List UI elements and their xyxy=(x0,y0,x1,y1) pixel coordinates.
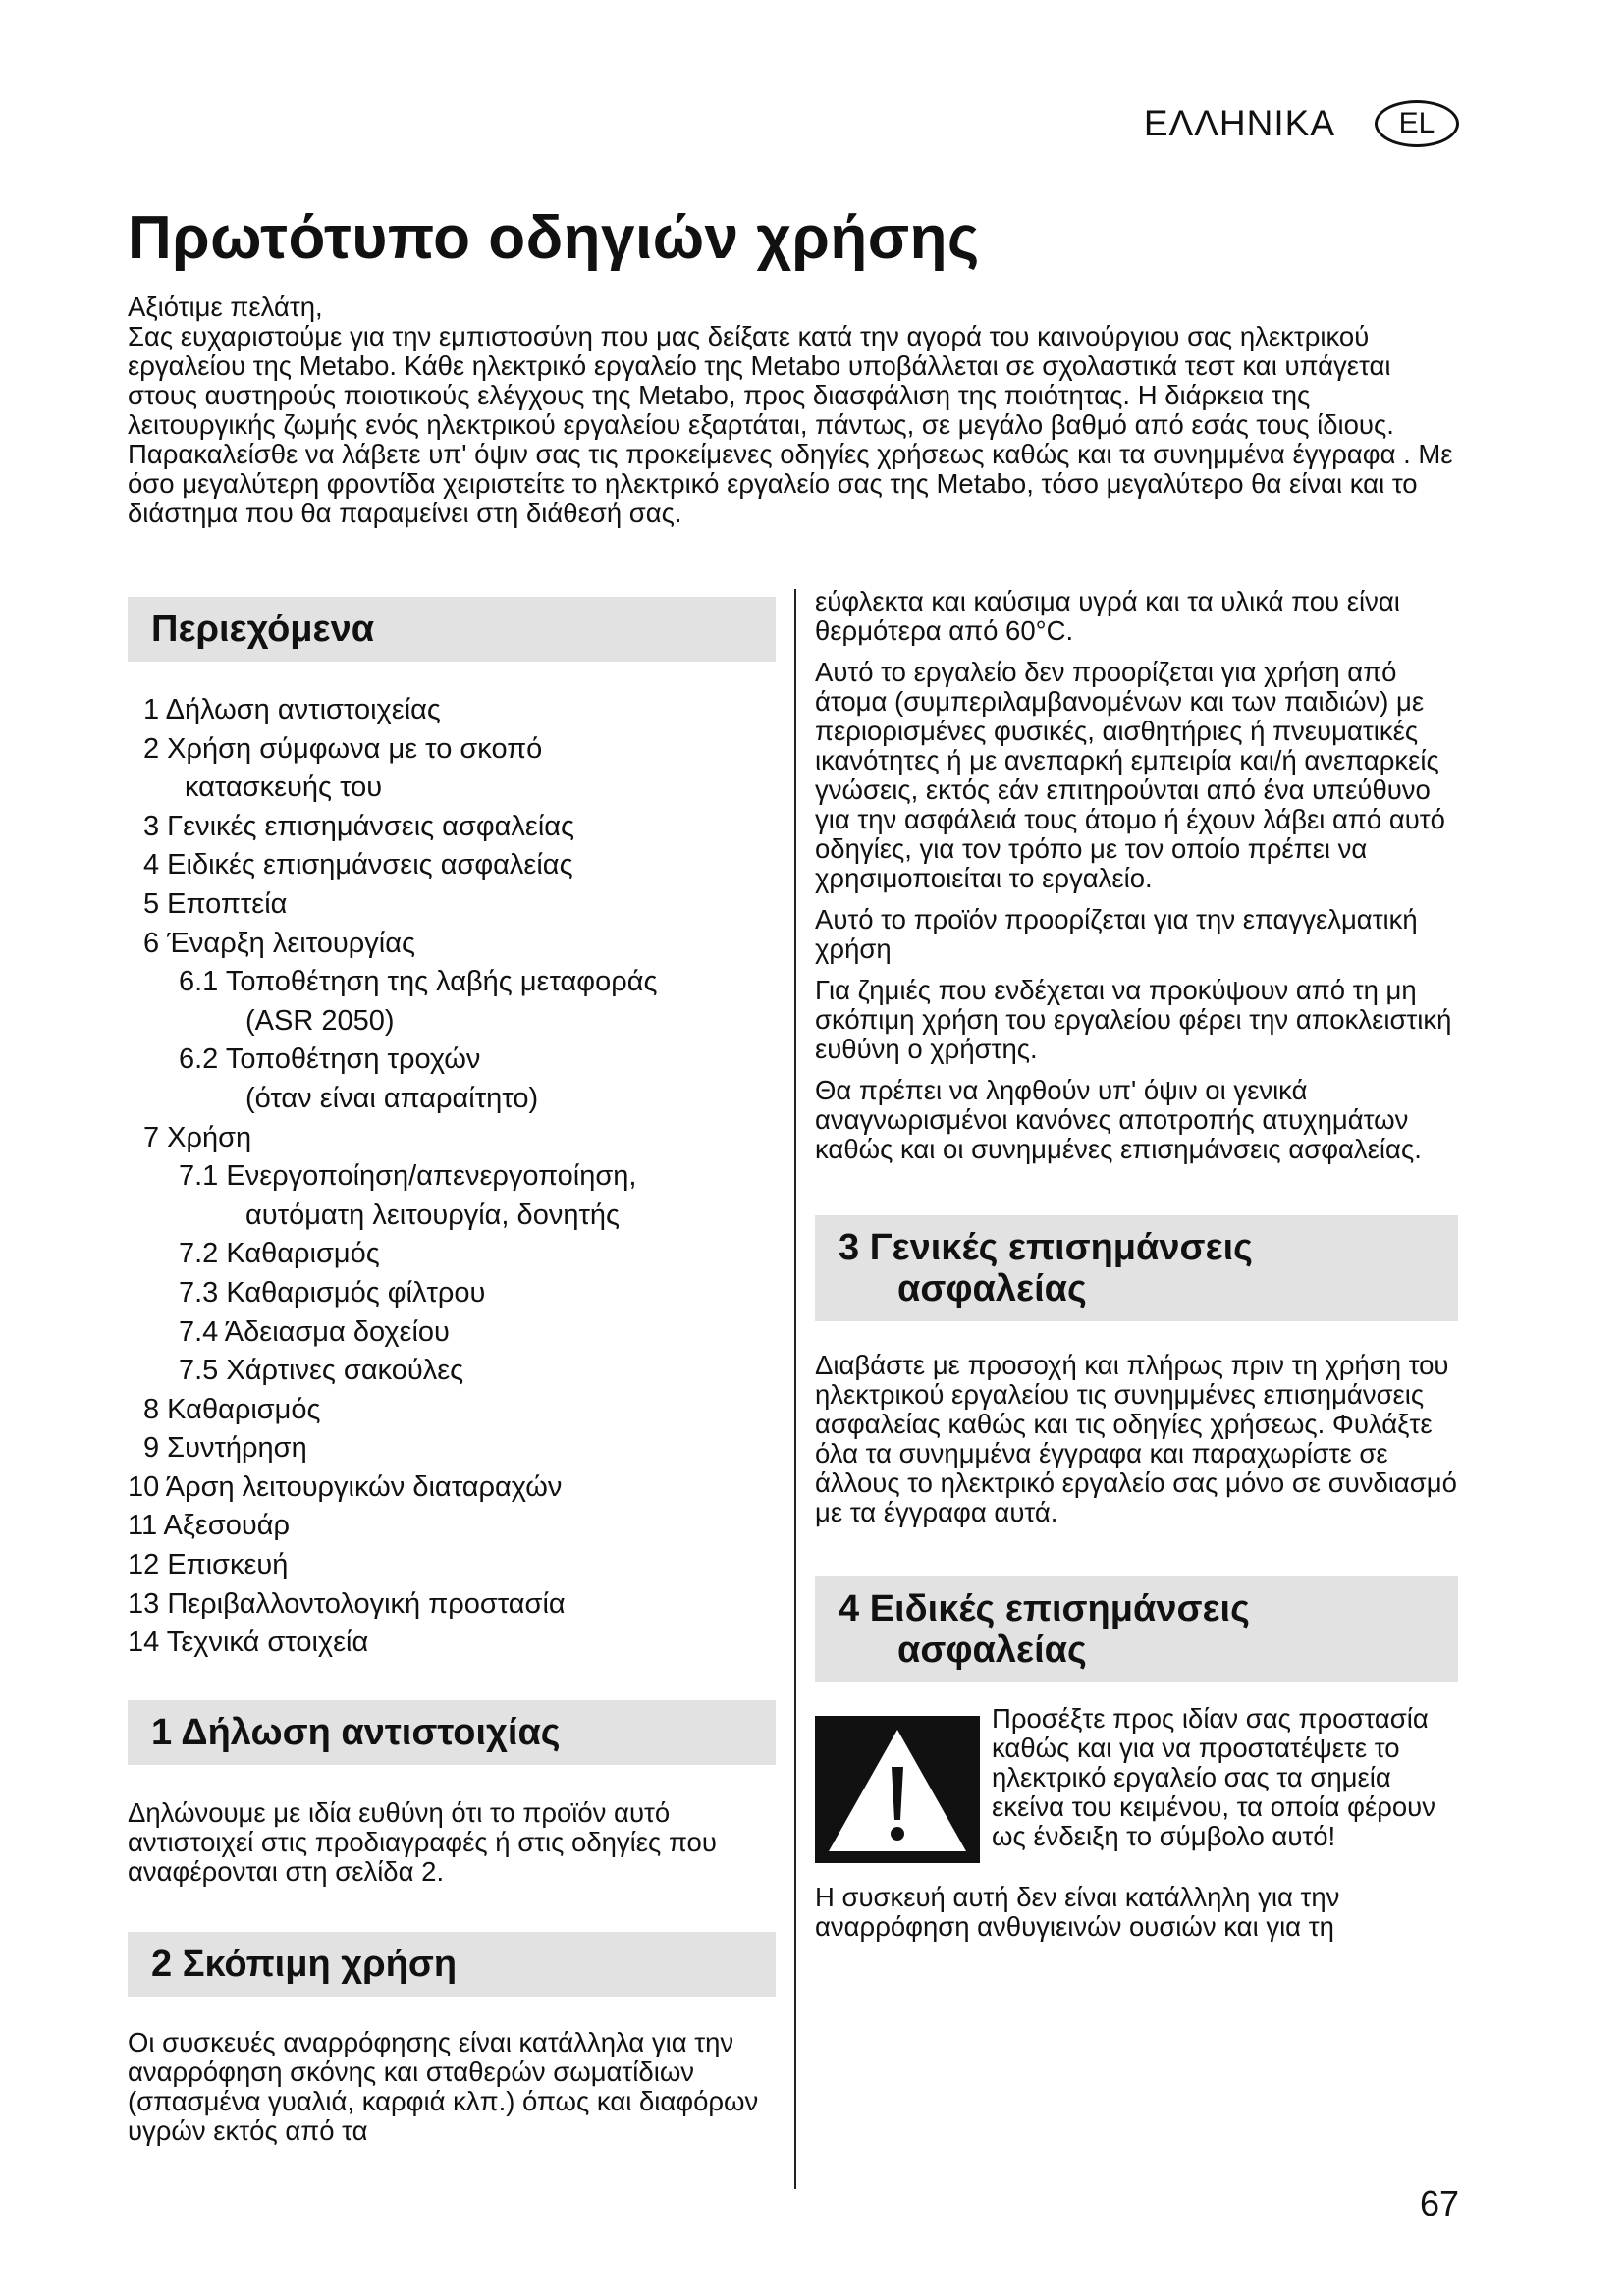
section-4-heading: 4 Ειδικές επισημάνσεις ασφαλείας xyxy=(815,1576,1458,1682)
toc-item[interactable]: 5 Εποπτεία xyxy=(143,887,288,920)
toc-item[interactable]: 1 Δήλωση αντιστοιχείας xyxy=(143,694,441,725)
toc-item[interactable]: 13 Περιβαλλοντολογική προστασία xyxy=(128,1587,566,1620)
toc-item[interactable]: 12 Επισκευή xyxy=(128,1549,289,1581)
right-column xyxy=(815,587,1458,1942)
language-label: ΕΛΛΗΝΙΚΑ xyxy=(1143,103,1335,143)
section-2-paragraph: Για ζημιές που ενδέχεται να προκύψουν από τη μη σκόπιμη χρήση του εργαλείου φέρει την αποκλειστική ευθύνη ο χρήστης. xyxy=(815,975,1452,1064)
section-2-paragraph: Αυτό το προϊόν προορίζεται για την επαγγελματική χρήση xyxy=(815,904,1418,964)
toc-item[interactable]: 2 Χρήση σύμφωνα με το σκοπό κατασκευής του xyxy=(143,732,543,804)
warning-triangle-icon xyxy=(815,1716,980,1863)
language-code-badge: EL xyxy=(1375,100,1459,147)
toc-item[interactable]: 4 Ειδικές επισημάνσεις ασφαλείας xyxy=(143,849,573,881)
toc-item[interactable]: 10 Άρση λειτουργικών διαταραχών xyxy=(128,1470,563,1503)
contents-heading: Περιεχόμενα xyxy=(128,597,776,662)
intro-salutation: Αξιότιμε πελάτη, xyxy=(128,292,323,322)
section-1-heading: 1 Δήλωση αντιστοιχίας xyxy=(128,1700,776,1765)
section-4-body: Η συσκευή αυτή δεν είναι κατάλληλη για την αναρρόφηση ανθυγιεινών ουσιών και για τη xyxy=(815,1882,1340,1942)
section-2-heading: 2 Σκόπιμη χρήση xyxy=(128,1932,776,1997)
left-column xyxy=(128,597,776,2146)
page-number: 67 xyxy=(1419,2183,1459,2223)
toc-item[interactable]: 7.2 Καθαρισμός xyxy=(179,1238,380,1270)
section-2-paragraph: Αυτό το εργαλείο δεν προορίζεται για χρήση από άτομα (συμπεριλαμβανομένων και των παιδιών) με περιορισμένες φυσικές, αισθητήριες ή πνευματικές ικανότητες ή με ανεπαρκή εμπειρία και/ή ανεπαρκείς γνώσεις, εκτός εάν επιτηρούνται από ένα υπεύθυνο για την ασφάλειά τους άτομο ή έχουν λάβει από αυτό οδηγίες, για τον τρόπο με τον οποίο πρέπει να χρησιμοποιείται το εργαλείο. xyxy=(815,657,1445,893)
section-2-body: Οι συσκευές αναρρόφησης είναι κατάλληλα για την αναρρόφηση σκόνης και σταθερών σωματίδιων (σπασμένα γυαλιά, καρφιά κλπ.) όπως και διαφόρων υγρών εκτός από τα xyxy=(128,2026,759,2146)
toc-item[interactable]: 3 Γενικές επισημάνσεις ασφαλείας xyxy=(143,810,575,842)
toc-item[interactable]: 7 Χρήση xyxy=(143,1121,252,1153)
section-2-paragraph: Θα πρέπει να ληφθούν υπ' όψιν οι γενικά αναγνωρισμένοι κανόνες αποτροπής ατυχημάτων καθώς και οι συνημμένες επισημάνσεις ασφαλείας. xyxy=(815,1075,1422,1164)
toc-item[interactable]: 6.1 Τοποθέτηση της λαβής μεταφοράς (ASR 2050) xyxy=(179,966,658,1037)
toc-item[interactable]: 6 Έναρξη λειτουργίας xyxy=(143,927,415,959)
toc-item[interactable]: 7.5 Χάρτινες σακούλες xyxy=(179,1355,464,1387)
toc-item[interactable]: 7.1 Ενεργοποίηση/απενεργοποίηση, αυτόματη λειτουργία, δονητής xyxy=(179,1160,637,1231)
section-1-body: Δηλώνουμε με ιδία ευθύνη ότι το προϊόν αυτό αντιστοιχεί στις προδιαγραφές ή στις οδηγίες που αναφέρονται στη σελίδα 2. xyxy=(128,1796,717,1887)
intro-body: Σας ευχαριστούμε για την εμπιστοσύνη που μας δείξατε κατά την αγορά του καινούργιου σας ηλεκτρικού εργαλείου της Metabo. Κάθε ηλεκτρικό εργαλείο της Metabo υποβάλλεται σε σχολαστικά τεστ και υπάγεται στους αυστηρούς ποιοτικούς ελέγχους της Metabo, προς διασφάλιση της ποιότητας. Η διάρκεια της λειτουργικής ζωμής ενός ηλεκτρικού εργαλείου εξαρτάται, πάντως, σε μεγάλο βαθμό από εσάς τους ίδιους. Παρακαλείσθε να λάβετε υπ' όψιν σας τις προκείμενες οδηγίες χρήσεως καθώς και τα συνημμένα έγγραφα . Με όσο μεγαλύτερη φροντίδα χειριστείτε το ηλεκτρικό εργαλείο σας της Metabo, τόσο μεγαλύτερο θα είναι και το διάστημα που θα παραμείνει στη διάθεσή σας. xyxy=(128,321,1453,528)
intro xyxy=(128,293,1453,528)
warning-block xyxy=(815,1704,1458,1871)
toc-item[interactable]: 11 Αξεσουάρ xyxy=(128,1510,290,1542)
column-divider xyxy=(794,589,796,2189)
section-2-continued: εύφλεκτα και καύσιμα υγρά και τα υλικά που είναι θερμότερα από 60°C. xyxy=(815,586,1400,646)
toc-item[interactable]: 8 Καθαρισμός xyxy=(143,1393,321,1425)
toc-item[interactable]: 7.3 Καθαρισμός φίλτρου xyxy=(179,1276,486,1308)
table-of-contents xyxy=(128,691,776,1663)
toc-item[interactable]: 9 Συντήρηση xyxy=(143,1432,307,1465)
section-3-body: Διαβάστε με προσοχή και πλήρως πριν τη χρήση του ηλεκτρικού εργαλείου τις συνημμένες επισημάνσεις ασφαλείας καθώς και τις οδηγίες χρήσεως. Φυλάξτε όλα τα συνημμένα έγγραφα και παραχωρίστε σε άλλους το ηλεκτρικό εργαλείο σας μόνο σε συνδιασμό με τα έγγραφα αυτά. xyxy=(815,1350,1457,1527)
toc-item[interactable]: 7.4 Άδειασμα δοχείου xyxy=(179,1315,450,1348)
toc-item[interactable]: 14 Τεχνικά στοιχεία xyxy=(128,1627,369,1659)
warning-text: Προσέξτε προς ιδίαν σας προστασία καθώς και για να προστατέψετε το ηλεκτρικό εργαλείο σας τα σημεία εκείνα του κειμένου, τα οποία φέρουν ως ένδειξη το σύμβολο αυτό! xyxy=(992,1703,1435,1851)
toc-item[interactable]: 6.2 Τοποθέτηση τροχών (όταν είναι απαραίτητο) xyxy=(179,1043,539,1114)
section-3-heading: 3 Γενικές επισημάνσεις ασφαλείας xyxy=(815,1215,1458,1321)
page-title: Πρωτότυπο οδηγιών χρήσης xyxy=(128,204,980,272)
language-header xyxy=(1144,100,1459,147)
